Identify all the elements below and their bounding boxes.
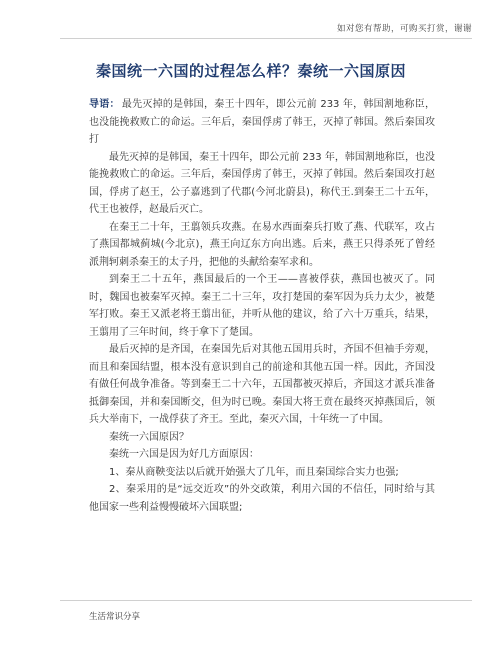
header-divider (60, 38, 472, 39)
paragraph-5: 秦统一六国是因为好几方面原因： (109, 449, 259, 460)
page-title: 秦国统一六国的过程怎么样？秦统一六国原因 (95, 62, 406, 80)
header-note: 如对您有帮助，可购买打赏，谢谢 (336, 24, 472, 34)
footer-divider (60, 600, 472, 601)
paragraph-4: 最后灭掉的是齐国，在秦国先后对其他五国用兵时，齐国不但袖手旁观，而且和秦国结盟，根本没有意识到自己的前途和其他五国一样。因此，齐国没有做任何战争准备。等到秦王二十六年，五国都被灭掉后，齐国这才派兵准备抵御秦国，并和秦国断交，但为时已晚。秦国大将王贲在最终灭掉燕国后，领兵大举南下，一战俘获了齐王。至此，秦灭六国，十年统一了中国。 (89, 344, 435, 425)
list-item-2: 2、秦采用的是“远交近攻”的外交政策，利用六国的不信任，同时给与其他国家一些利益慢慢破坏六国联盟; (89, 484, 435, 513)
section-heading: 秦统一六国原因？ (109, 431, 189, 443)
paragraph-1: 最先灭掉的是韩国，秦王十四年，即公元前 233 年，韩国割地称臣，也没能挽救败亡的命运。三年后，秦国俘虏了韩王，灭掉了韩国。然后秦国攻打赵国，俘虏了赵王，公子嘉逃到了代郡(今河北蔚县)，称代王.到秦王二十五年，代王也被俘，赵最后灭亡。 (89, 151, 435, 215)
footer-note: 生活常识分享 (89, 612, 141, 622)
intro-label: 导语： (89, 99, 120, 110)
paragraph-3: 到秦王二十五年，燕国最后的一个王——喜被俘获，燕国也被灭了。同时，魏国也被秦军灭掉。秦王二十三年，攻打楚国的秦军因为兵力太少，被楚军打败。秦王又派老将王翦出征，并听从他的建议，给了六十万重兵，结果，王翦用了三年时间，终于拿下了楚国。 (89, 274, 435, 338)
intro-paragraph (89, 96, 435, 149)
intro-text: 最先灭掉的是韩国，秦王十四年，即公元前 233 年，韩国割地称臣，也没能挽救败亡的命运。三年后，秦国俘虏了韩王，灭掉了韩国。然后秦国攻打 (89, 99, 436, 145)
list-item-1: 1、秦从商鞅变法以后就开始强大了几年，而且秦国综合实力也强; (109, 466, 399, 478)
paragraph-2: 在秦王二十年，王翦领兵攻燕。在易水西面秦兵打败了燕、代联军，攻占了燕国都城蓟城(今北京)，燕王向辽东方向出逃。后来，燕王只得杀死了曾经派荆轲刺杀秦王的太子丹，把他的头献给秦军求和。 (89, 221, 435, 268)
article-body (89, 96, 435, 516)
